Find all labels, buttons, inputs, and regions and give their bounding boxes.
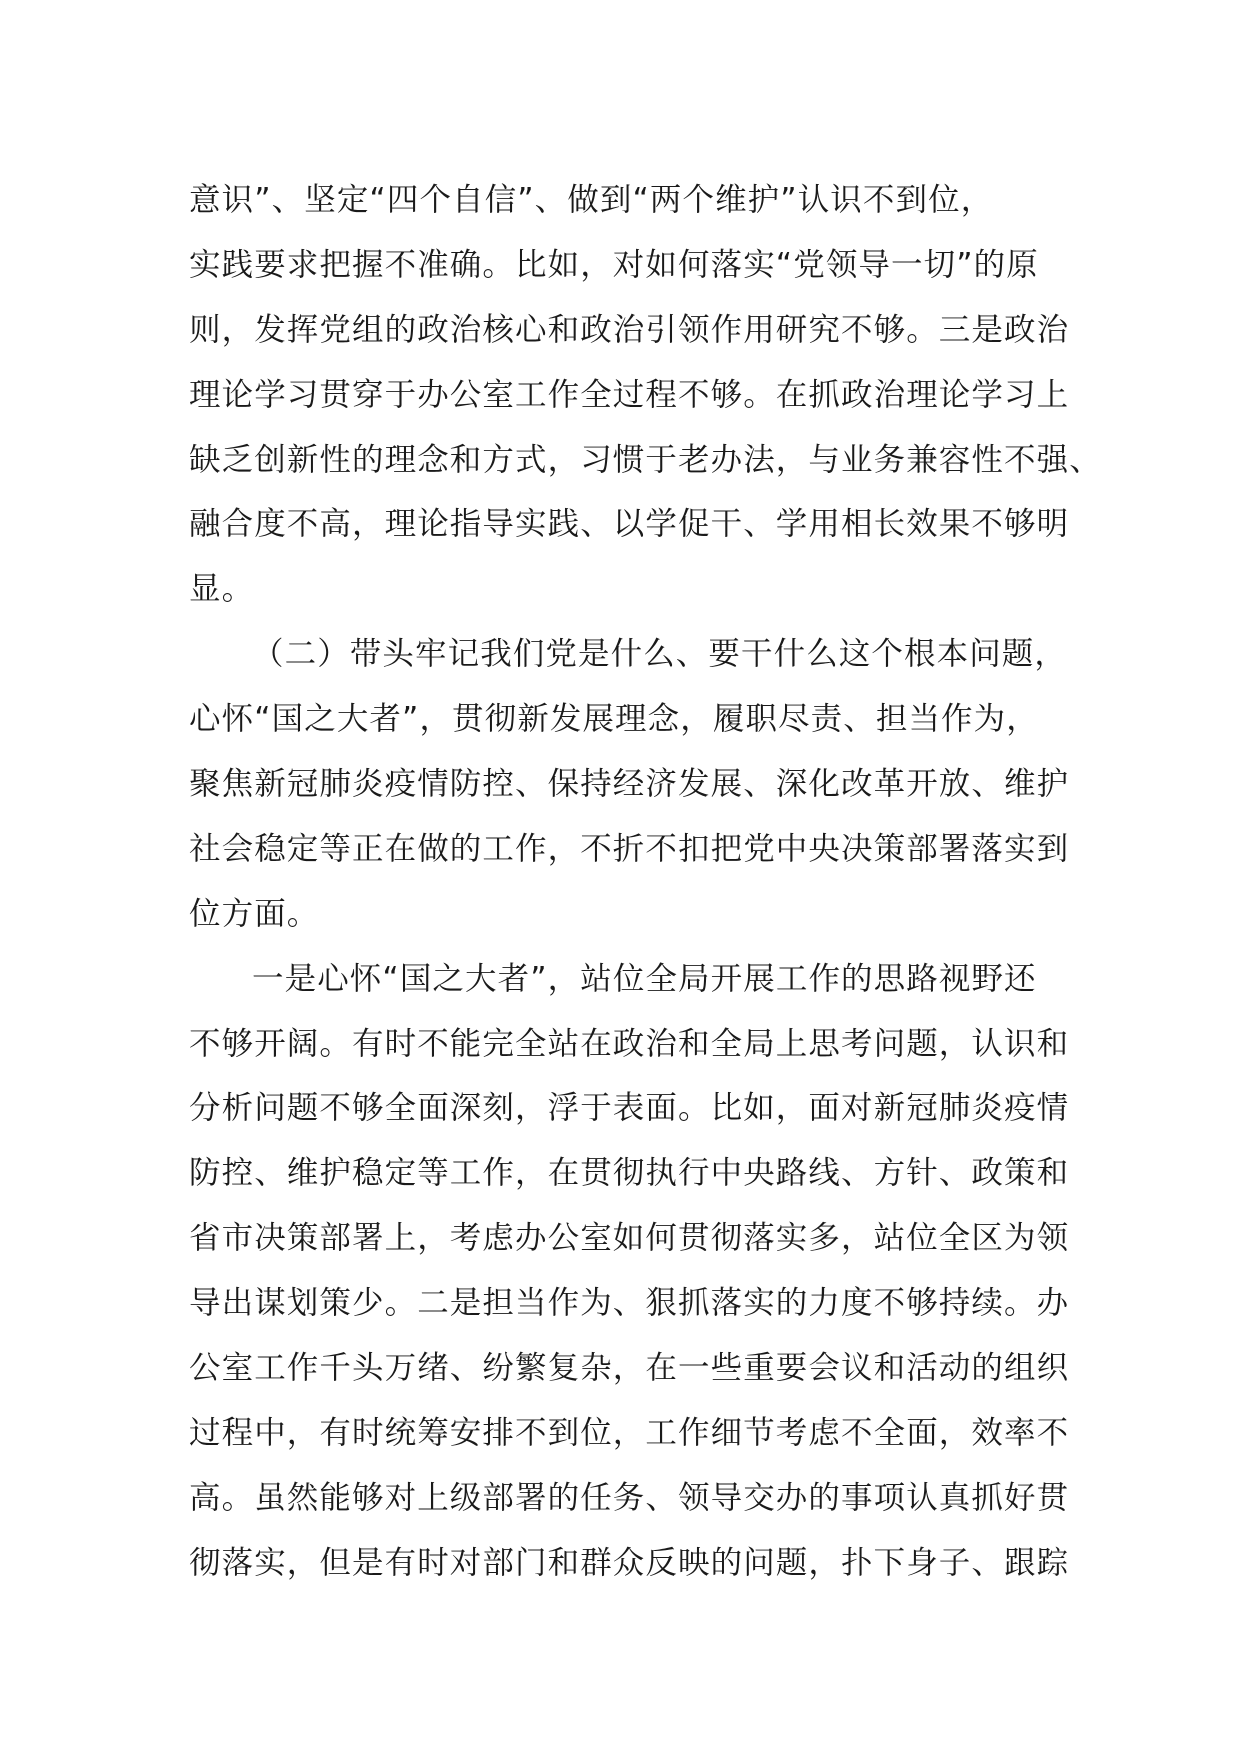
text-line: 过程中，有时统筹安排不到位，工作细节考虑不全面，效率不 bbox=[189, 1414, 1070, 1451]
text-line: 分析问题不够全面深刻，浮于表面。比如，面对新冠肺炎疫情 bbox=[189, 1090, 1070, 1127]
text-line: 融合度不高，理论指导实践、以学促干、学用相长效果不够明 bbox=[189, 506, 1070, 543]
text-line: 省市决策部署上，考虑办公室如何贯彻落实多，站位全区为领 bbox=[189, 1220, 1070, 1257]
text-line: 导出谋划策少。二是担当作为、狠抓落实的力度不够持续。办 bbox=[189, 1285, 1070, 1322]
text-line: 高。虽然能够对上级部署的任务、领导交办的事项认真抓好贯 bbox=[189, 1479, 1070, 1516]
text-line: 缺乏创新性的理念和方式，习惯于老办法，与业务兼容性不强、 bbox=[189, 441, 1102, 478]
body-text bbox=[189, 168, 1102, 1596]
text-line: 实践要求把握不准确。比如，对如何落实“党领导一切”的原 bbox=[189, 246, 1039, 283]
section-heading-line: 聚焦新冠肺炎疫情防控、保持经济发展、深化改革开放、维护 bbox=[189, 766, 1070, 803]
text-line: 公室工作千头万绪、纷繁复杂，在一些重要会议和活动的组织 bbox=[189, 1350, 1070, 1387]
text-line: 则，发挥党组的政治核心和政治引领作用研究不够。三是政治 bbox=[189, 311, 1070, 348]
text-line: 不够开阔。有时不能完全站在政治和全局上思考问题，认识和 bbox=[189, 1025, 1070, 1062]
text-line: 意识”、坚定“四个自信”、做到“两个维护”认识不到位， bbox=[189, 182, 994, 218]
section-heading-line: 社会稳定等正在做的工作，不折不扣把党中央决策部署落实到 bbox=[189, 830, 1070, 867]
text-line: 一是心怀“国之大者”，站位全局开展工作的思路视野还 bbox=[252, 960, 1037, 997]
text-line: 理论学习贯穿于办公室工作全过程不够。在抓政治理论学习上 bbox=[189, 376, 1070, 413]
text-line: 防控、维护稳定等工作，在贯彻执行中央路线、方针、政策和 bbox=[189, 1155, 1070, 1192]
text-line: 彻落实，但是有时对部门和群众反映的问题，扑下身子、跟踪 bbox=[189, 1544, 1070, 1581]
text-line: 显。 bbox=[189, 571, 255, 608]
section-heading-line: （二）带头牢记我们党是什么、要干什么这个根本问题， bbox=[252, 636, 1068, 673]
section-heading-line: 心怀“国之大者”，贯彻新发展理念，履职尽责、担当作为， bbox=[189, 701, 1039, 738]
section-heading-line: 位方面。 bbox=[189, 895, 320, 932]
